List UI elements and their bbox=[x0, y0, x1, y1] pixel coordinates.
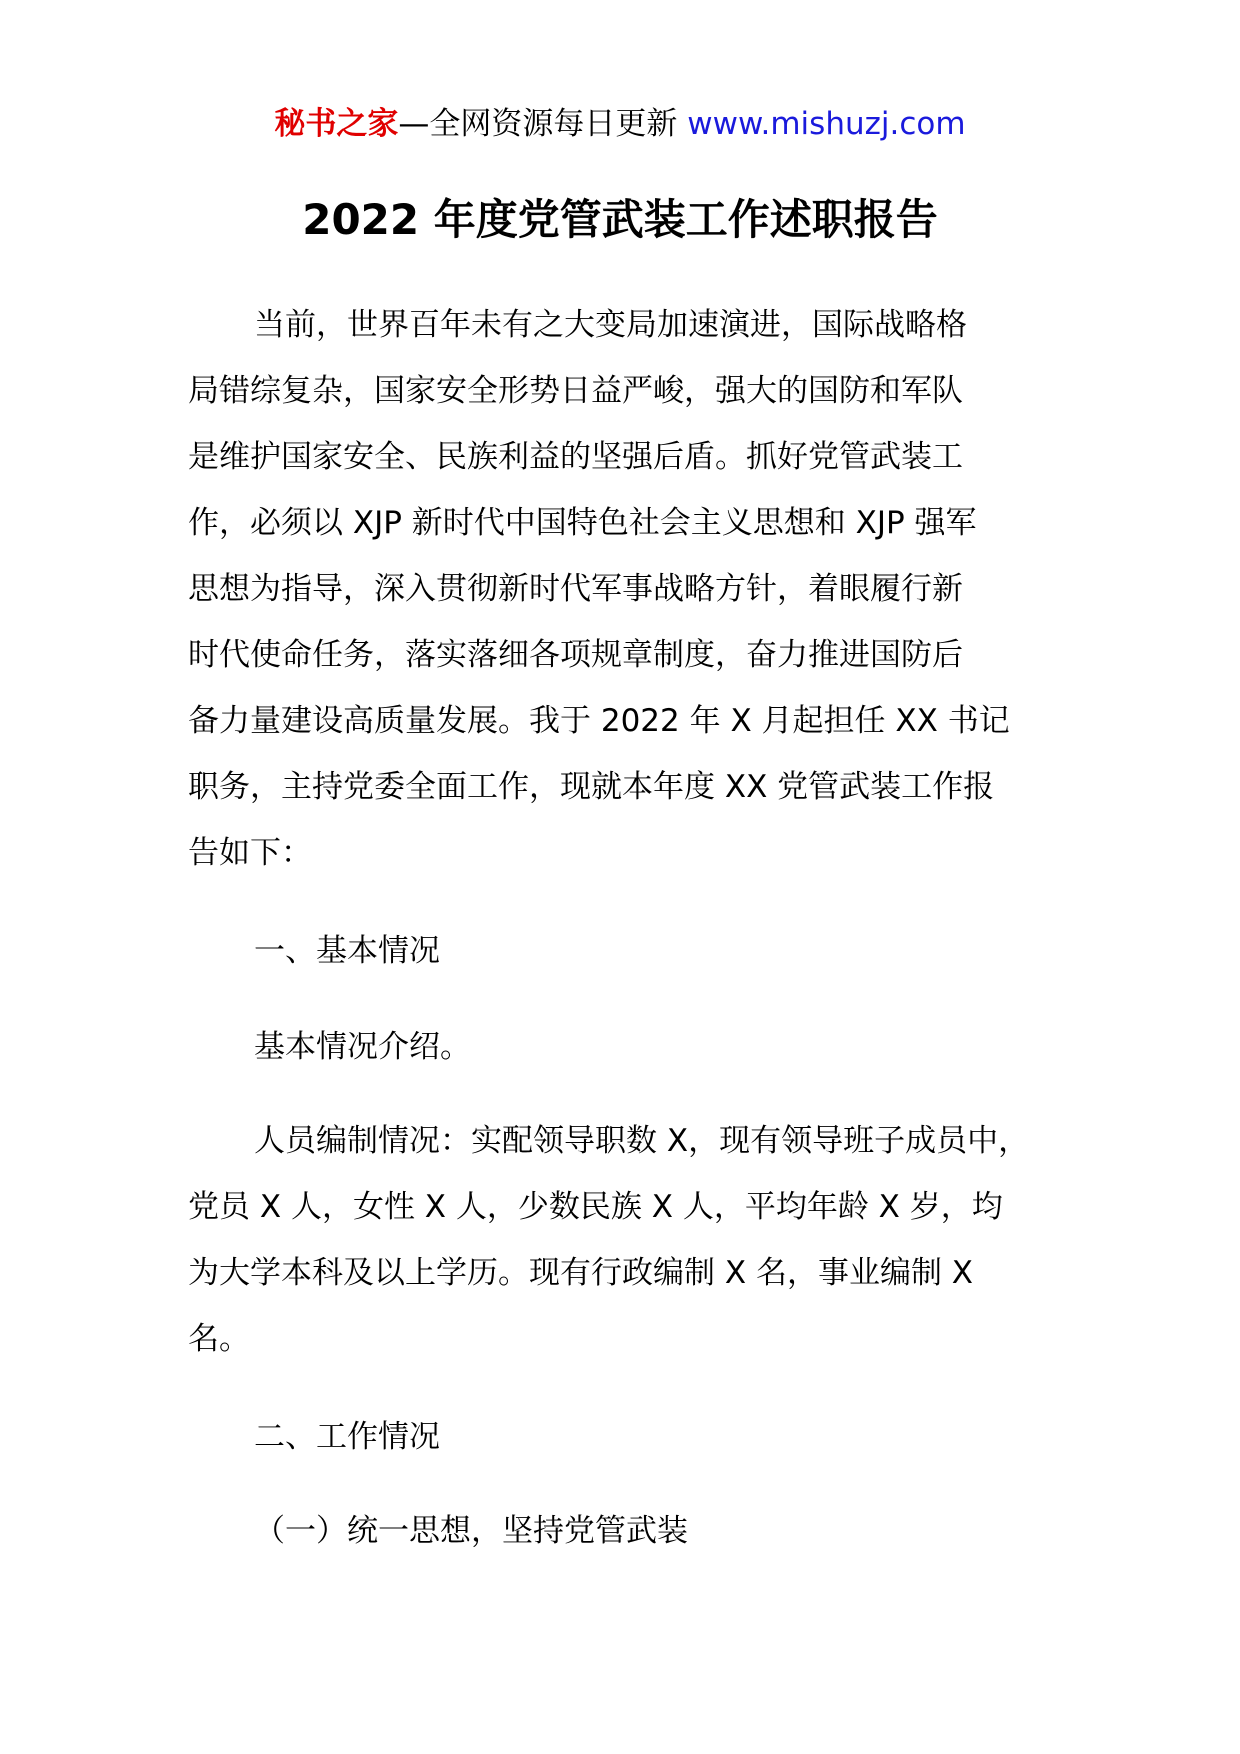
section-heading-basic: 一、基本情况 bbox=[254, 933, 440, 969]
staffing-line: 名。 bbox=[188, 1321, 250, 1357]
intro-line: 局错综复杂，国家安全形势日益严峻，强大的国防和军队 bbox=[188, 373, 963, 409]
subsection-heading-1: （一）统一思想，坚持党管武装 bbox=[254, 1513, 688, 1549]
intro-line: 时代使命任务，落实落细各项规章制度，奋力推进国防后 bbox=[188, 637, 963, 673]
intro-line: 职务，主持党委全面工作，现就本年度 XX 党管武装工作报 bbox=[188, 769, 995, 805]
document-title: 2022 年度党管武装工作述职报告 bbox=[302, 195, 938, 244]
section-heading-work: 二、工作情况 bbox=[254, 1419, 440, 1455]
staffing-paragraph bbox=[188, 1108, 1068, 1372]
intro-paragraph bbox=[188, 292, 1068, 886]
section-basic-intro: 基本情况介绍。 bbox=[254, 1029, 471, 1065]
site-header bbox=[0, 100, 1240, 148]
intro-line: 作，必须以 XJP 新时代中国特色社会主义思想和 XJP 强军 bbox=[188, 505, 977, 541]
intro-line: 是维护国家安全、民族利益的坚强后盾。抓好党管武装工 bbox=[188, 439, 963, 475]
staffing-line: 党员 X 人，女性 X 人，少数民族 X 人，平均年龄 X 岁，均 bbox=[188, 1189, 1003, 1225]
site-brand: 秘书之家 bbox=[274, 106, 399, 142]
intro-line: 告如下： bbox=[188, 835, 312, 871]
staffing-line: 人员编制情况：实配领导职数 X，现有领导班子成员中， bbox=[254, 1123, 1030, 1159]
site-url-link[interactable]: www.mishuzj.com bbox=[687, 106, 966, 142]
site-tagline: —全网资源每日更新 bbox=[398, 106, 678, 142]
intro-line: 备力量建设高质量发展。我于 2022 年 X 月起担任 XX 书记 bbox=[188, 703, 1010, 739]
intro-line: 思想为指导，深入贯彻新时代军事战略方针，着眼履行新 bbox=[188, 571, 963, 607]
intro-line: 当前，世界百年未有之大变局加速演进，国际战略格 bbox=[254, 307, 967, 343]
staffing-line: 为大学本科及以上学历。现有行政编制 X 名，事业编制 X bbox=[188, 1255, 974, 1291]
